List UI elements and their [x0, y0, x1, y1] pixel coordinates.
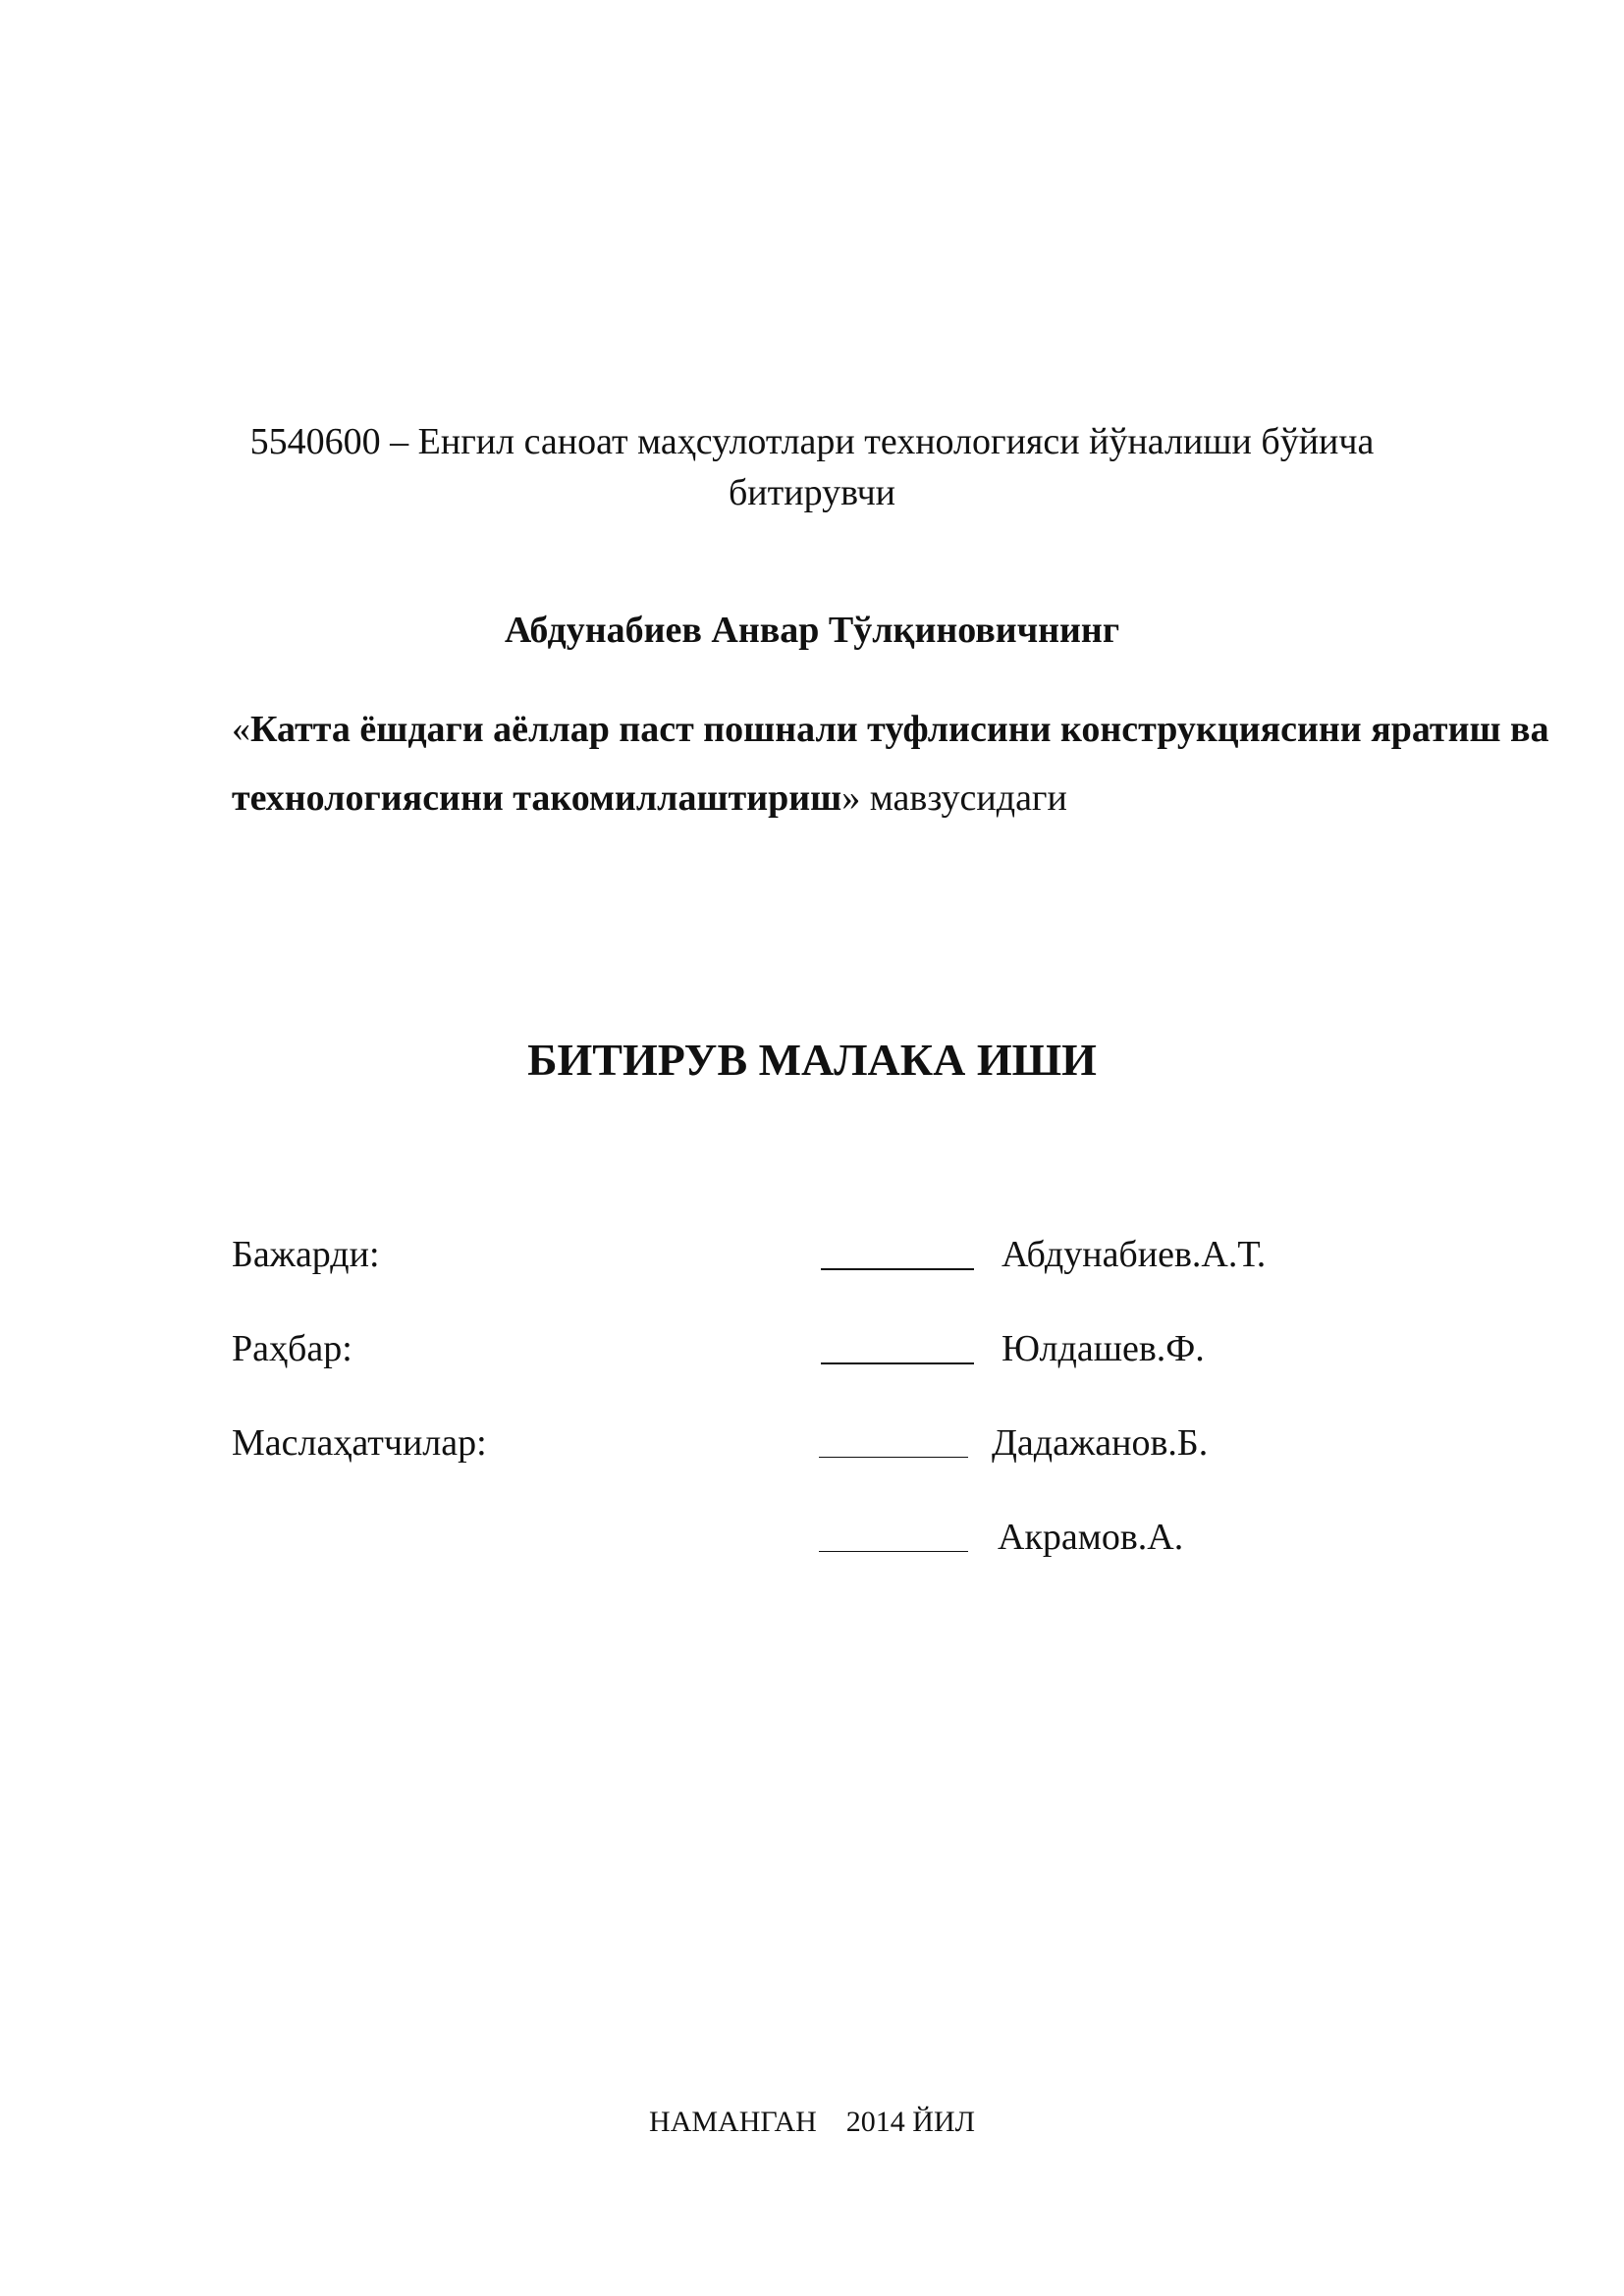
specialty-direction-line-2: битирувчи [728, 472, 896, 513]
signature-name: Акрамов.А. [998, 1517, 1184, 1558]
signature-row-supervisor [232, 1321, 1410, 1376]
thesis-topic [232, 695, 1567, 832]
signature-line [819, 1510, 968, 1552]
signature-role: Раҳбар: [232, 1328, 352, 1369]
signature-role: Маслаҳатчилар: [232, 1422, 487, 1464]
footer-place-year [0, 2101, 1624, 2144]
topic-close-quote: » [841, 777, 861, 819]
signature-name: Юлдашев.Ф. [1001, 1328, 1205, 1369]
topic-suffix: мавзусидаги [860, 777, 1067, 819]
signature-row-performer [232, 1227, 1410, 1282]
signature-line [821, 1227, 974, 1270]
topic-open-quote: « [232, 709, 250, 750]
specialty-direction-line-1: 5540600 – Енгил саноат маҳсулотлари технологияси йўналиши бўйича [249, 421, 1375, 462]
signature-name: Дадажанов.Б. [992, 1422, 1209, 1464]
footer-city: НАМАНГАН [649, 2106, 817, 2138]
signature-row-consultant-1 [232, 1415, 1410, 1470]
specialty-direction [0, 416, 1624, 518]
signature-line [819, 1415, 968, 1458]
author-name: Абдунабиев Анвар Тўлқиновичнинг [504, 610, 1120, 651]
signature-name: Абдунабиев.А.Т. [1001, 1234, 1267, 1275]
signature-row-consultant-2 [232, 1510, 1410, 1565]
signature-line [821, 1321, 974, 1364]
document-title: БИТИРУВ МАЛАКА ИШИ [527, 1035, 1097, 1085]
topic-title: Катта ёшдаги аёллар паст пошнали туфлисини конструкциясини яратиш ва технологиясини такомиллаштириш [232, 709, 1549, 819]
signature-role: Бажарди: [232, 1234, 380, 1275]
footer-year: 2014 ЙИЛ [845, 2106, 975, 2138]
